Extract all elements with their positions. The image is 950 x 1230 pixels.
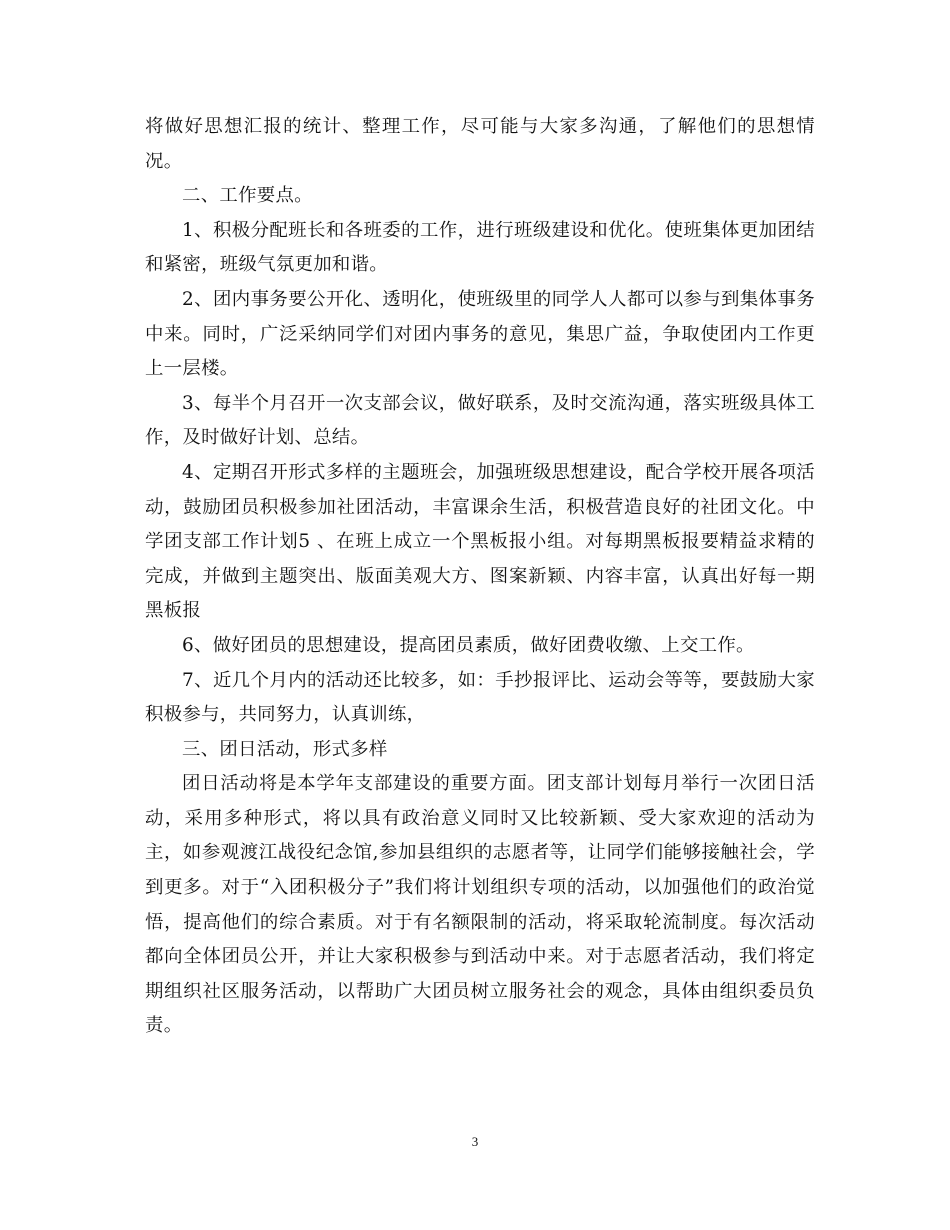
section-heading-work-points: 二、工作要点。: [182, 185, 313, 207]
page-number: 3: [471, 1134, 479, 1149]
paragraph-item-1: 1、积极分配班长和各班委的工作，进行班级建设和优化。使班集体更加团结和紧密，班级气氛更加和谐。: [145, 219, 815, 276]
paragraph-league-activities: 团日活动将是本学年支部建设的重要方面。团支部计划每月举行一次团日活动，采用多种形式，将以具有政治意义同时又比较新颖、受大家欢迎的活动为主，如参观渡江战役纪念馆,参加县组织的志愿者等，让同学们能够接触社会，学到更多。对于“入团积极分子”我们将计划组织专项的活动，以加强他们的政治觉悟，提高他们的综合素质。对于有名额限制的活动，将采取轮流制度。每次活动都向全体团员公开，并让大家积极参与到活动中来。对于志愿者活动，我们将定期组织社区服务活动，以帮助广大团员树立服务社会的观念，具体由组织委员负责。: [145, 773, 815, 1037]
paragraph-item-7: 7、近几个月内的活动还比较多，如：手抄报评比、运动会等等，要鼓励大家积极参与，共同努力，认真训练，: [145, 669, 815, 726]
paragraph-item-3: 3、每半个月召开一次支部会议，做好联系，及时交流沟通，落实班级具体工作，及时做好计划、总结。: [145, 392, 815, 449]
paragraph-item-4-5: 4、定期召开形式多样的主题班会，加强班级思想建设，配合学校开展各项活动，鼓励团员积极参加社团活动，丰富课余生活，积极营造良好的社团文化。中学团支部工作计划5 、在班上成立一个黑板报小组。对每期黑板报要精益求精的完成，并做到主题突出、版面美观大方、图案新颖、内容丰富，认真出好每一期黑板报: [145, 461, 815, 622]
paragraph-item-2: 2、团内事务要公开化、透明化，使班级里的同学人人都可以参与到集体事务中来。同时，广泛采纳同学们对团内事务的意见，集思广益，争取使团内工作更上一层楼。: [145, 288, 815, 380]
section-heading-league-activities: 三、团日活动，形式多样: [182, 738, 388, 760]
paragraph-item-6: 6、做好团员的思想建设，提高团员素质，做好团费收缴、上交工作。: [182, 634, 755, 656]
document-body: [145, 110, 815, 1044]
paragraph-continuation: 将做好思想汇报的统计、整理工作，尽可能与大家多沟通，了解他们的思想情况。: [145, 116, 815, 172]
